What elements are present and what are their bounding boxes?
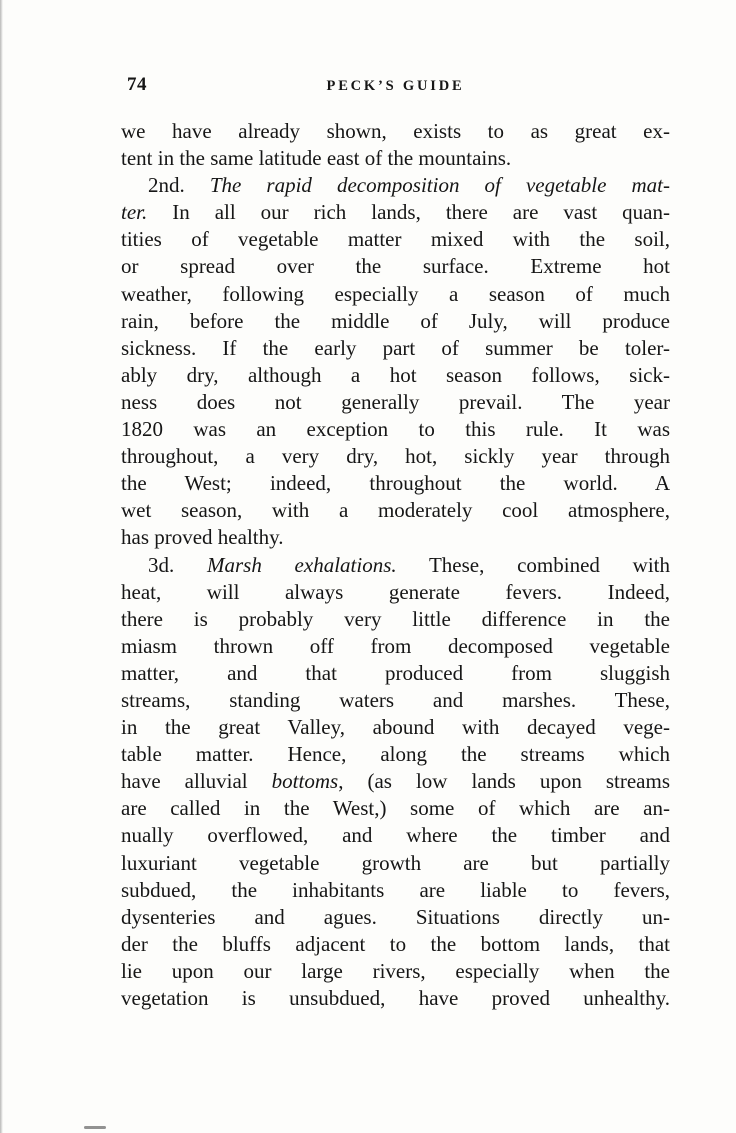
text-line: rain, before the middle of July, will produce [121, 308, 670, 333]
text-line: 1820 was an exception to this rule. It was [121, 417, 670, 442]
text-line: streams, standing waters and marshes. These, [121, 687, 670, 712]
text-line: subdued, the inhabitants are liable to fevers, [121, 877, 670, 902]
scan-edge-artifact [84, 1126, 106, 1129]
text-line: ably dry, although a hot season follows, sick- [121, 362, 670, 387]
running-header-title: PECK’S GUIDE [326, 78, 465, 94]
text-line: tities of vegetable matter mixed with the soil, [121, 227, 670, 252]
text-line: sickness. If the early part of summer be toler- [121, 335, 670, 360]
text-line: miasm thrown off from decomposed vegetable [121, 633, 670, 658]
text-line: ness does not generally prevail. The year [121, 389, 670, 414]
text-line: lie upon our large rivers, especially when the [121, 958, 670, 983]
text-line: or spread over the surface. Extreme hot [121, 254, 670, 279]
text-line: weather, following especially a season of much [121, 281, 670, 306]
text-line: we have already shown, exists to as great ex- [121, 119, 670, 143]
text-line: vegetation is unsubdued, have proved unhealthy. [121, 986, 670, 1010]
text-line: 2nd. The rapid decomposition of vegetable mat- [148, 173, 670, 198]
text-line: there is probably very little difference in the [121, 606, 670, 631]
text-line: table matter. Hence, along the streams which [121, 742, 670, 767]
page-number: 74 [127, 74, 147, 95]
text-line: wet season, with a moderately cool atmosphere, [121, 498, 670, 523]
text-line: are called in the West,) some of which are an- [121, 796, 670, 821]
text-line: ter. In all our rich lands, there are vast quan- [121, 200, 670, 225]
text-line: has proved healthy. [121, 525, 284, 550]
text-line: have alluvial bottoms, (as low lands upon streams [121, 769, 671, 794]
text-line: tent in the same latitude east of the mountains. [121, 146, 512, 171]
text-line: the West; indeed, throughout the world. A [121, 471, 670, 496]
text-line: in the great Valley, abound with decayed vege- [121, 715, 670, 740]
text-line: matter, and that produced from sluggish [121, 660, 670, 685]
scan-edge-artifact [0, 0, 3, 1133]
text-line: 3d. Marsh exhalations. These, combined with [148, 552, 670, 577]
text-line: throughout, a very dry, hot, sickly year through [121, 444, 670, 469]
page-header [121, 74, 670, 98]
text-line: heat, will always generate fevers. Indeed, [121, 579, 670, 604]
text-line: nually overflowed, and where the timber and [121, 823, 670, 848]
page-body [121, 118, 670, 1012]
text-line: der the bluffs adjacent to the bottom lands, that [121, 931, 670, 956]
text-line: luxuriant vegetable growth are but partially [121, 850, 670, 875]
text-line: dysenteries and agues. Situations directly un- [121, 904, 670, 929]
